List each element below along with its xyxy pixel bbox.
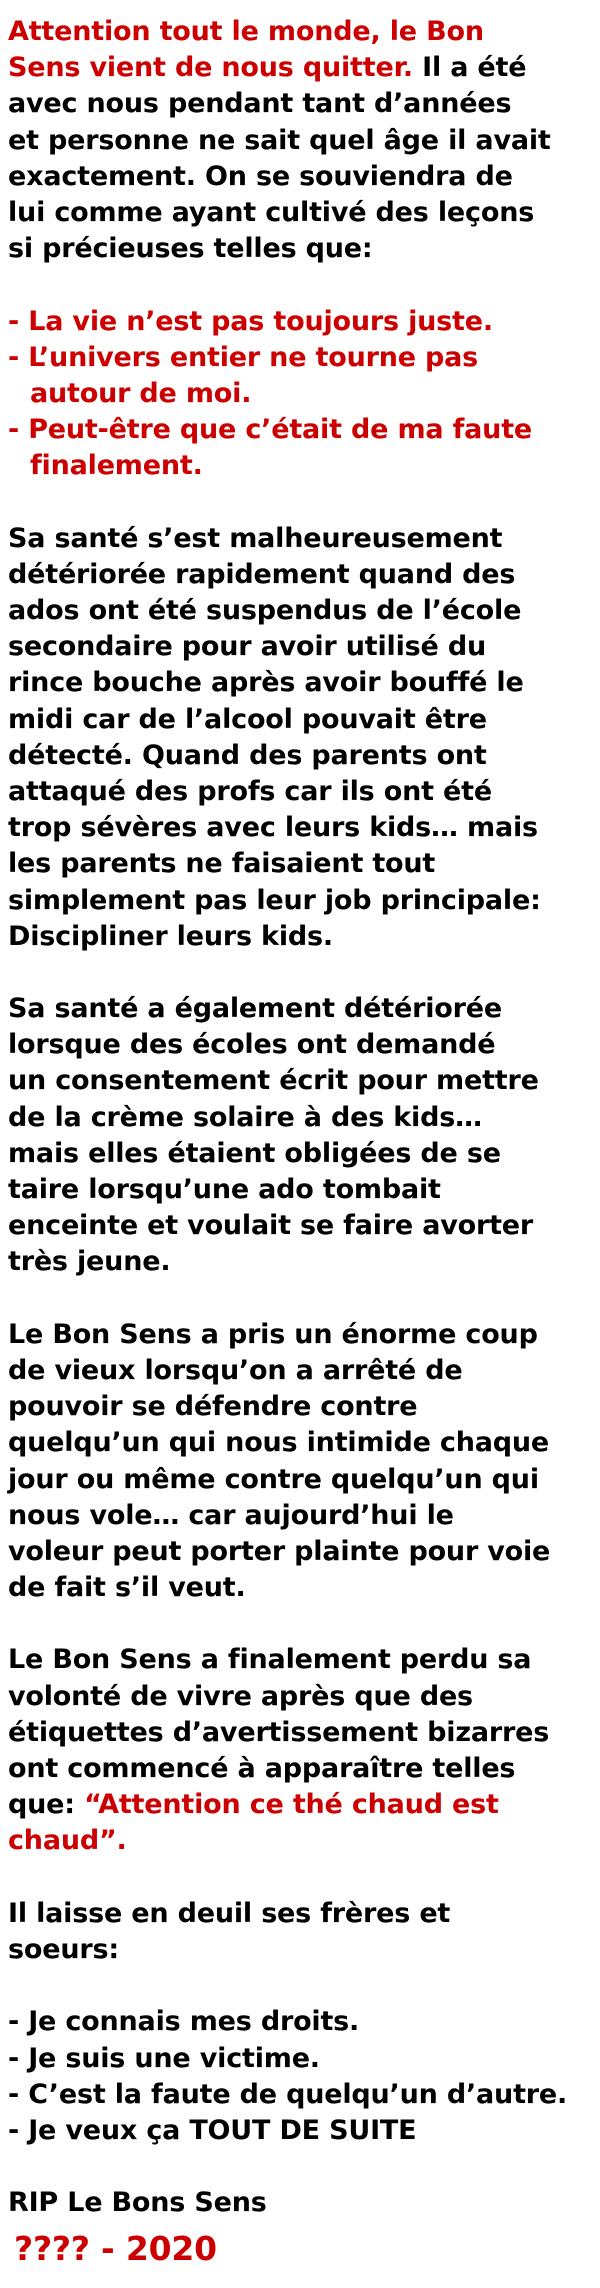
paragraph-line: détériorée rapidement quand des <box>8 558 516 590</box>
paragraph-line: voleur peut porter plainte pour voie <box>8 1535 551 1567</box>
warning-quote-end: chaud” <box>8 1825 117 1857</box>
quote-lead-text: que: <box>8 1789 85 1821</box>
paragraph-line <box>8 1787 600 1823</box>
spacer <box>8 484 600 520</box>
paragraph-line: simplement pas leur job principale: <box>8 884 541 916</box>
paragraph-line: Il laisse en deuil ses frères et <box>8 1897 451 1929</box>
paragraph-line <box>8 1823 600 1859</box>
paragraph-line: Discipliner leurs kids. <box>8 920 333 952</box>
paragraph-line: midi car de l’alcool pouvait être <box>8 703 487 735</box>
spacer <box>8 267 600 303</box>
paragraph-line: de vieux lorsqu’on a arrêté de <box>8 1354 463 1386</box>
paragraph-line: nous vole… car aujourd’hui le <box>8 1499 454 1531</box>
sibling-item: - Je connais mes droits. <box>8 2006 360 2038</box>
paragraph-line: secondaire pour avoir utilisé du <box>8 631 486 663</box>
paragraph-line: un consentement écrit pour mettre <box>8 1065 539 1097</box>
paragraph-line: quelqu’un qui nous intimide chaque <box>8 1427 550 1459</box>
intro-line-6: lui comme ayant cultivé des leçons <box>8 196 535 228</box>
paragraph-line: Sa santé s’est malheureusement <box>8 522 503 554</box>
paragraph-line: volonté de vivre après que des <box>8 1680 473 1712</box>
lesson-item: - L’univers entier ne tourne pas <box>8 341 479 373</box>
paragraph-line: de fait s’il veut. <box>8 1572 246 1604</box>
sibling-item: - C’est la faute de quelqu’un d’autre. <box>8 2078 568 2110</box>
intro-line-3: avec nous pendant tant d’années <box>8 88 512 120</box>
spacer <box>8 1606 600 1642</box>
paragraph-line: très jeune. <box>8 1246 171 1278</box>
intro-line-1: Attention tout le monde, le Bon <box>8 16 484 47</box>
sibling-item: - Je suis une victime. <box>8 2042 320 2074</box>
lesson-item: - Peut-être que c’était de ma faute <box>8 414 533 446</box>
paragraph-line: ont commencé à apparaître telles <box>8 1753 516 1784</box>
rip-line: RIP Le Bons Sens <box>8 2187 267 2219</box>
paragraph-line: rince bouche après avoir bouffé le <box>8 667 524 699</box>
spacer <box>8 1281 600 1317</box>
paragraph-line: mais elles étaient obligées de se <box>8 1137 501 1169</box>
paragraph-line: pouvoir se défendre contre <box>8 1391 418 1423</box>
quote-period: . <box>116 1825 127 1857</box>
intro-line-7: si précieuses telles que: <box>8 233 373 265</box>
paragraph-line: enceinte et voulait se faire avorter <box>8 1210 534 1242</box>
paragraph-line: Le Bon Sens a finalement perdu sa <box>8 1644 532 1676</box>
paragraph-line: attaqué des profs car ils ont été <box>8 775 492 807</box>
paragraph-line: de la crème solaire à des kids… <box>8 1101 482 1133</box>
paragraph-line: les parents ne faisaient tout <box>8 848 436 880</box>
dates-line: ???? - 2020 <box>14 2229 217 2269</box>
intro-red-text: Sens vient de nous quitter. <box>8 52 413 84</box>
warning-quote: “Attention ce thé chaud est <box>84 1789 499 1821</box>
paragraph-line: trop sévères avec leurs kids… mais <box>8 812 538 844</box>
intro-line-4: et personne ne sait quel âge il avait <box>8 124 551 156</box>
spacer <box>8 955 600 991</box>
paragraph-line: jour ou même contre quelqu’un qui <box>8 1463 539 1495</box>
paragraph-line: soeurs: <box>8 1933 119 1965</box>
spacer <box>8 2149 600 2185</box>
paragraph-line: lorsque des écoles ont demandé <box>8 1029 496 1061</box>
paragraph-line: Sa santé a également détériorée <box>8 993 502 1025</box>
intro-line-5: exactement. On se souviendra de <box>8 160 513 192</box>
lesson-item-continued: finalement. <box>30 450 203 482</box>
intro-black-text: Il a été <box>412 52 527 84</box>
paragraph-line: détecté. Quand des parents ont <box>8 739 487 771</box>
sibling-item: - Je veux ça TOUT DE SUITE <box>8 2114 417 2146</box>
paragraph-line: ados ont été suspendus de l’école <box>8 595 522 626</box>
paragraph-line: taire lorsqu’une ado tombait <box>8 1174 441 1205</box>
spacer <box>8 1860 600 1896</box>
lesson-item-continued: autour de moi. <box>30 377 252 409</box>
spacer <box>8 1968 600 2004</box>
paragraph-line: étiquettes d’avertissement bizarres <box>8 1716 550 1748</box>
paragraph-line: Le Bon Sens a pris un énorme coup <box>8 1318 538 1350</box>
lesson-item: - La vie n’est pas toujours juste. <box>8 305 493 337</box>
intro-line-2 <box>8 50 600 86</box>
